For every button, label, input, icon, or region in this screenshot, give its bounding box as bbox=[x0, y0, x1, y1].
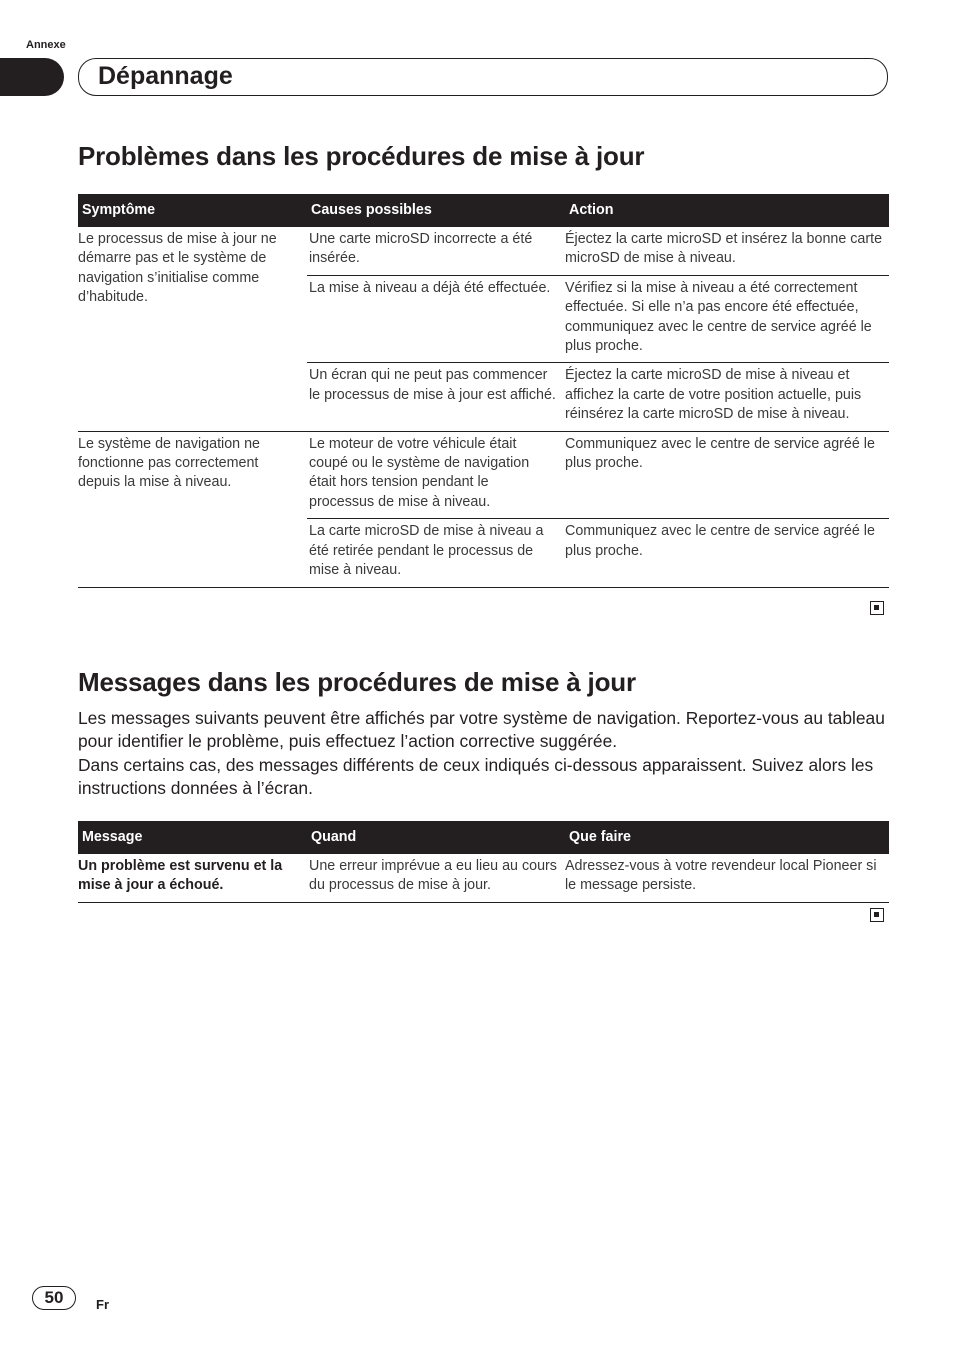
intro-paragraph: Dans certains cas, des messages différents de ceux indiqués ci-dessous apparaissent. Suivez alors les instructions données à l’écran. bbox=[78, 754, 874, 799]
update-problems-table bbox=[78, 194, 889, 588]
heading-update-problems: Problèmes dans les procédures de mise à jour bbox=[78, 141, 645, 171]
when-cell: Une erreur imprévue a eu lieu au cours du processus de mise à jour. bbox=[307, 854, 565, 902]
language-code: Fr bbox=[96, 1297, 109, 1312]
action-cell: Communiquez avec le centre de service agréé le plus proche. bbox=[565, 519, 889, 587]
update-messages-table bbox=[78, 821, 889, 903]
action-cell: Communiquez avec le centre de service agréé le plus proche. bbox=[565, 431, 889, 519]
column-header-todo: Que faire bbox=[565, 821, 889, 854]
column-header-symptom: Symptôme bbox=[78, 194, 307, 227]
page-number: 50 bbox=[32, 1286, 76, 1310]
symptom-cell: Le processus de mise à jour ne démarre pas et le système de navigation s’initialise comme d’habitude. bbox=[78, 227, 307, 431]
table-row bbox=[78, 431, 889, 519]
cause-cell: La carte microSD de mise à niveau a été retirée pendant le processus de mise à niveau. bbox=[307, 519, 565, 587]
column-header-message: Message bbox=[78, 821, 307, 854]
action-cell: Éjectez la carte microSD et insérez la bonne carte microSD de mise à niveau. bbox=[565, 227, 889, 275]
table-header-row bbox=[78, 821, 889, 854]
action-cell: Éjectez la carte microSD de mise à niveau et affichez la carte de votre position actuelle, puis réinsérez la carte microSD de mise à niveau. bbox=[565, 363, 889, 431]
cause-cell: La mise à niveau a déjà été effectuée. bbox=[307, 275, 565, 363]
table-row bbox=[78, 227, 889, 275]
symptom-cell: Le système de navigation ne fonctionne pas correctement depuis la mise à niveau. bbox=[78, 431, 307, 587]
table-row bbox=[78, 854, 889, 902]
message-cell: Un problème est survenu et la mise à jour a échoué. bbox=[78, 854, 307, 902]
cause-cell: Une carte microSD incorrecte a été insérée. bbox=[307, 227, 565, 275]
cause-cell: Un écran qui ne peut pas commencer le processus de mise à jour est affiché. bbox=[307, 363, 565, 431]
annexe-label: Annexe bbox=[26, 39, 66, 51]
column-header-causes: Causes possibles bbox=[307, 194, 565, 227]
heading-update-messages: Messages dans les procédures de mise à jour bbox=[78, 667, 636, 697]
section-end-icon bbox=[870, 908, 884, 922]
section-title: Dépannage bbox=[98, 62, 233, 90]
column-header-when: Quand bbox=[307, 821, 565, 854]
table-header-row bbox=[78, 194, 889, 227]
column-header-action: Action bbox=[565, 194, 889, 227]
action-cell: Vérifiez si la mise à niveau a été correctement effectuée. Si elle n’a pas encore été effectuée, communiquez avec le centre de service agréé le plus proche. bbox=[565, 275, 889, 363]
intro-text bbox=[78, 707, 890, 801]
section-tab-marker bbox=[0, 58, 64, 96]
cause-cell: Le moteur de votre véhicule était coupé ou le système de navigation était hors tension pendant le processus de mise à niveau. bbox=[307, 431, 565, 519]
section-end-icon bbox=[870, 601, 884, 615]
todo-cell: Adressez-vous à votre revendeur local Pioneer si le message persiste. bbox=[565, 854, 889, 902]
section-header bbox=[78, 58, 888, 96]
intro-paragraph: Les messages suivants peuvent être affichés par votre système de navigation. Reportez-vous au tableau pour identifier le problème, puis effectuez l’action corrective suggérée. bbox=[78, 708, 885, 752]
